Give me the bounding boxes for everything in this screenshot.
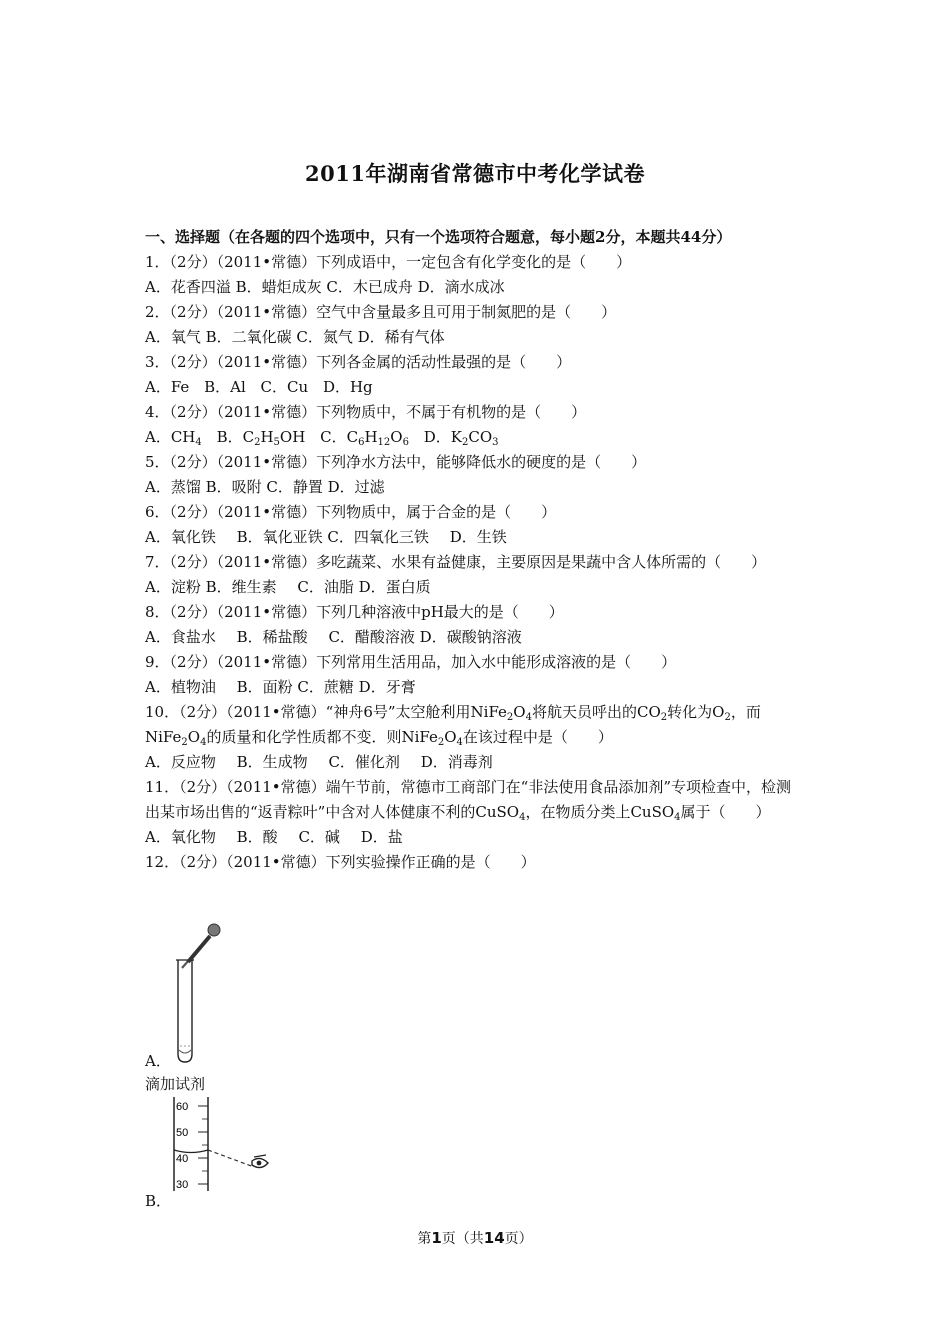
question-7: 7．（2分）（2011•常德）多吃蔬菜、水果有益健康，主要原因是果蔬中含人体所需的（ ） <box>145 553 767 571</box>
question-4: 4．（2分）（2011•常德）下列物质中，不属于有机物的是（ ） <box>145 403 587 421</box>
question-8: 8．（2分）（2011•常德）下列几种溶液中pH最大的是（ ） <box>145 603 564 621</box>
option: B．氧化亚铁 C．四氧化三铁 <box>236 528 429 546</box>
option: D．生铁 <box>449 528 507 546</box>
option: D．Hg <box>322 378 373 396</box>
eye-icon <box>252 1155 268 1168</box>
option: C．碱 <box>298 828 340 846</box>
test-tube-dropper-figure <box>168 918 238 1068</box>
question-3-options <box>145 375 805 400</box>
option: D．消毒剂 <box>420 753 493 771</box>
option: A．Fe <box>145 378 190 396</box>
question-12-option-b-label: B． <box>145 1192 172 1210</box>
question-1: 1．（2分）（2011•常德）下列成语中，一定包含有化学变化的是（ ） <box>145 253 632 271</box>
question-11-options <box>145 825 805 850</box>
cylinder-tick-50: 50 <box>176 1127 189 1139</box>
option: C．醋酸溶液 D．碳酸钠溶液 <box>328 628 522 646</box>
option: D．$K_2CO_3$ <box>423 428 499 448</box>
question-12: 12．（2分）（2011•常德）下列实验操作正确的是（ ） <box>145 853 536 871</box>
sight-line <box>208 1150 254 1167</box>
cylinder-tick-30: 30 <box>176 1179 189 1191</box>
option: A．氧化铁 <box>145 528 216 546</box>
option: B．Al <box>204 378 246 396</box>
option: D．盐 <box>360 828 403 846</box>
option: B．酸 <box>236 828 278 846</box>
question-9-options <box>145 675 805 700</box>
graduated-cylinder-icon <box>174 1097 208 1191</box>
option: C．Cu <box>260 378 309 396</box>
question-12-option-a-label: A． <box>145 1052 171 1070</box>
cylinder-tick-40: 40 <box>176 1153 189 1165</box>
option: A．$CH_4$ <box>145 428 202 448</box>
option: B．稀盐酸 <box>236 628 308 646</box>
option: A．反应物 <box>145 753 216 771</box>
exam-title: 2011年湖南省常德市中考化学试卷 <box>305 161 645 186</box>
page-footer: 第1页（共14页） <box>417 1229 533 1247</box>
question-7-options <box>145 575 805 600</box>
cylinder-tick-60: 60 <box>176 1101 189 1113</box>
option: C．$C_6H_{12}O_6$ <box>320 428 409 448</box>
option: C．催化剂 <box>328 753 400 771</box>
current-page: 1 <box>431 1229 442 1247</box>
question-12-option-a-caption: 滴加试剂 <box>145 1075 206 1093</box>
question-10: 10．（2分）（2011•常德）“神舟6号”太空舱利用$NiFe_2O_4$将航天员呼出的$CO_2$转化为$O_2$，而$NiFe_2O_4$的质量和化学性质都不变．则$NiFe_2O_4$在该过程中是（ ） <box>145 703 761 748</box>
question-8-options <box>145 625 805 650</box>
question-10-options <box>145 750 805 775</box>
question-2: 2．（2分）（2011•常德）空气中含量最多且可用于制氮肥的是（ ） <box>145 303 617 321</box>
option: B．面粉 C．蔗糖 D．牙膏 <box>236 678 416 696</box>
option: A．植物油 <box>145 678 216 696</box>
dropper-icon <box>182 924 220 968</box>
graduated-cylinder-figure <box>168 1095 278 1195</box>
option: A．氧化物 <box>145 828 216 846</box>
section-heading: 一、选择题（在各题的四个选项中，只有一个选项符合题意，每小题2分，本题共44分） <box>145 228 732 246</box>
question-6-options <box>145 525 805 550</box>
test-tube-icon <box>176 960 194 1062</box>
question-5-options: A．蒸馏 B．吸附 C．静置 D．过滤 <box>145 478 385 496</box>
question-6: 6．（2分）（2011•常德）下列物质中，属于合金的是（ ） <box>145 503 557 521</box>
total-pages: 14 <box>483 1229 505 1247</box>
question-9: 9．（2分）（2011•常德）下列常用生活用品，加入水中能形成溶液的是（ ） <box>145 653 677 671</box>
option: C．油脂 D．蛋白质 <box>297 578 431 596</box>
question-11: 11．（2分）（2011•常德）端午节前，常德市工商部门在“非法使用食品添加剂”专项检查中，检测出某市场出售的“返青粽叶”中含对人体健康不利的CuSO$_4$，在物质分类上CuSO$_4$属于（ ） <box>145 778 791 823</box>
option: A．淀粉 B．维生素 <box>145 578 277 596</box>
option: A．食盐水 <box>145 628 216 646</box>
option: B．$C_2H_5OH$ <box>216 428 306 448</box>
question-4-options <box>145 425 805 450</box>
question-3: 3．（2分）（2011•常德）下列各金属的活动性最强的是（ ） <box>145 353 572 371</box>
question-2-options: A．氧气 B．二氧化碳 C．氮气 D．稀有气体 <box>145 328 445 346</box>
question-list <box>145 250 805 875</box>
question-5: 5．（2分）（2011•常德）下列净水方法中，能够降低水的硬度的是（ ） <box>145 453 647 471</box>
option: B．生成物 <box>236 753 308 771</box>
question-1-options: A．花香四溢 B．蜡炬成灰 C．木已成舟 D．滴水成冰 <box>145 278 505 296</box>
